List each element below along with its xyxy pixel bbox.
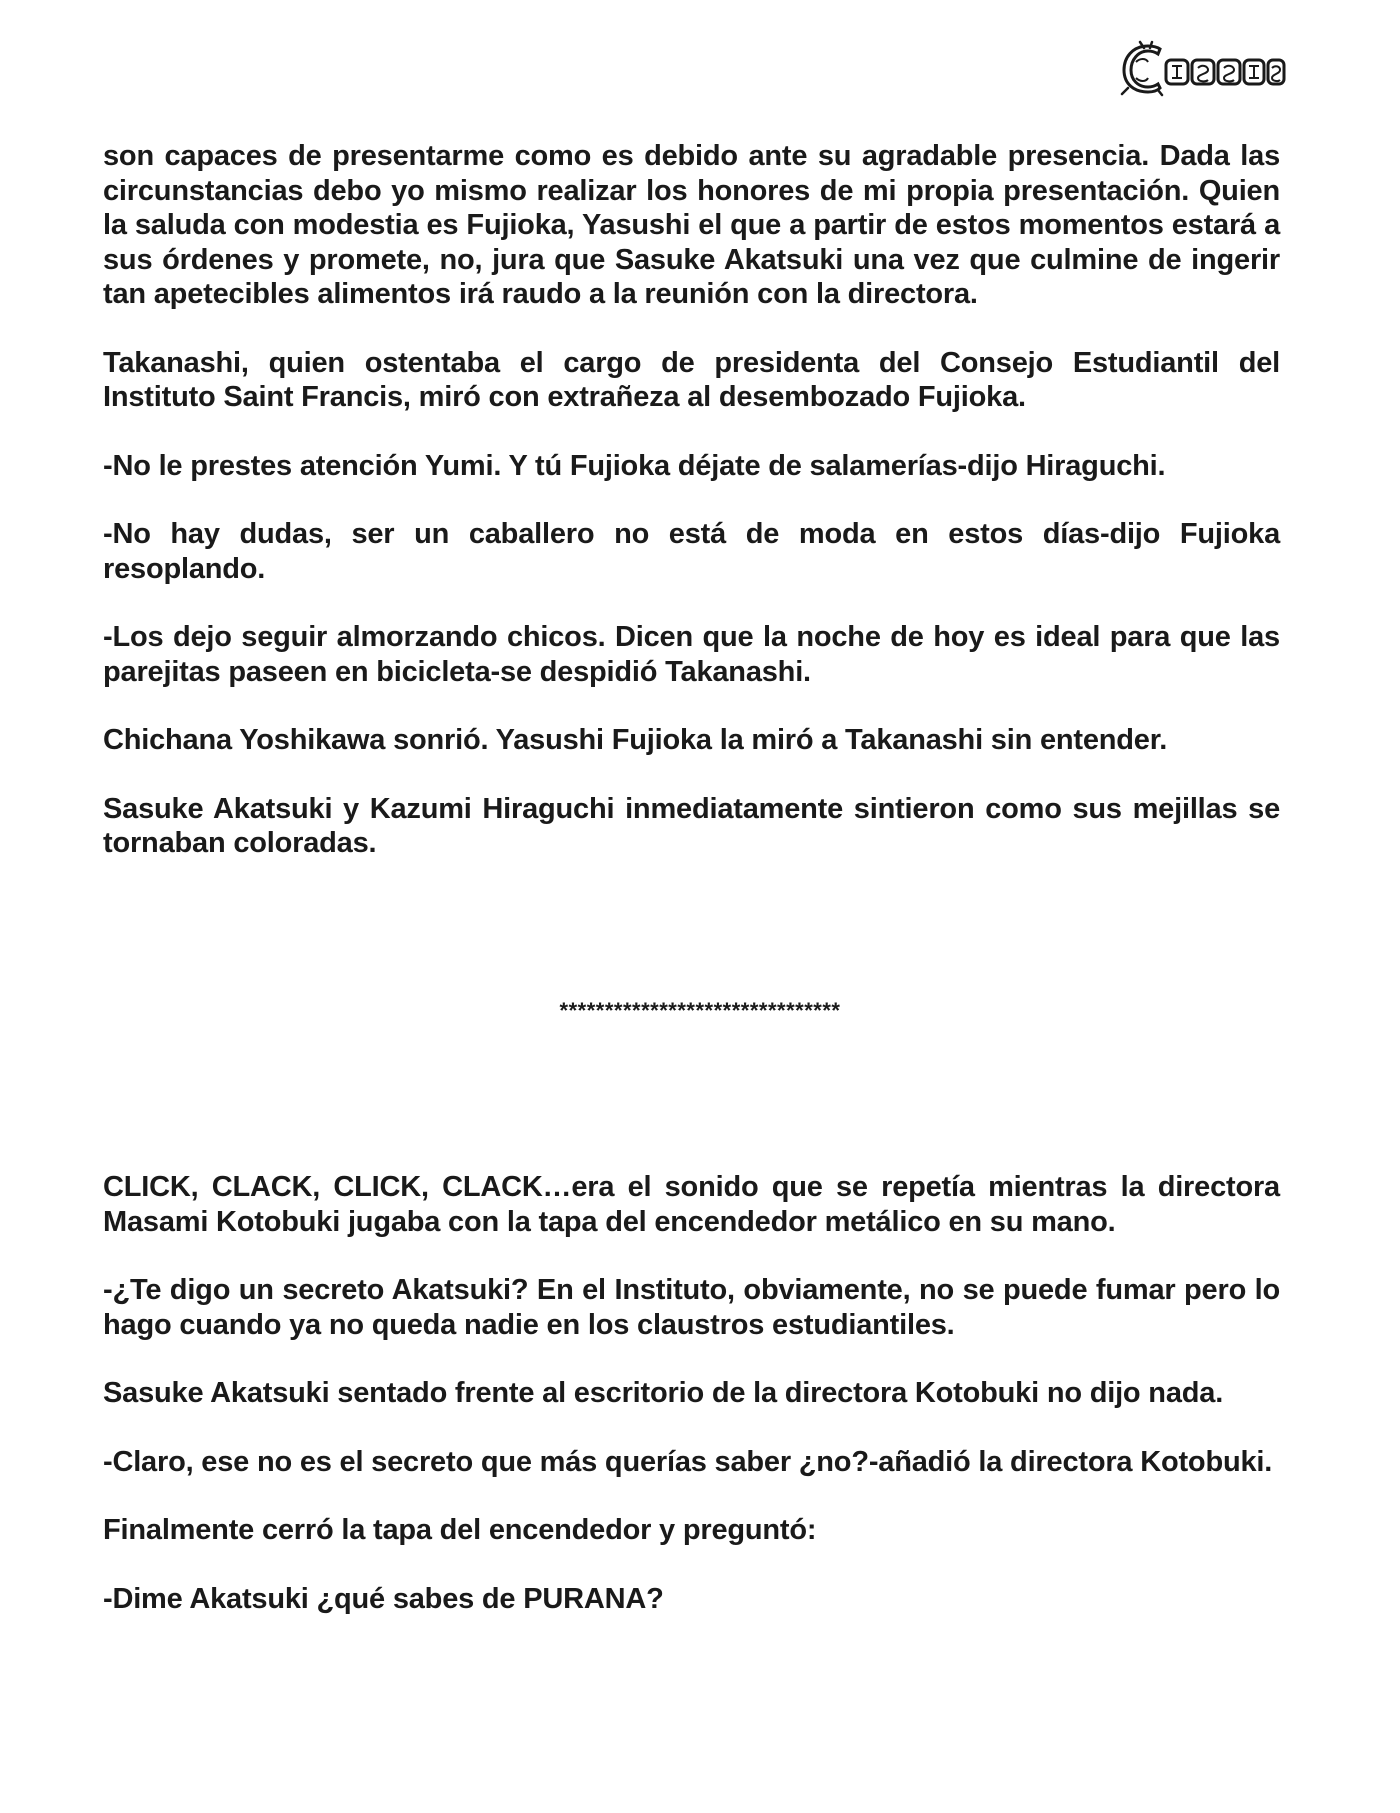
- paragraph: son capaces de presentarme como es debido ante su agradable presencia. Dada las circunstancias debo yo mismo realizar los honores de mi propia presentación. Quien la saluda con modestia es Fujioka, Yasushi el que a partir de estos momentos estará a sus órdenes y promete, no, jura que Sasuke Akatsuki una vez que culmine de ingerir tan apetecibles alimentos irá raudo a la reunión con la directora.: [103, 140, 1280, 310]
- text-block-top: [103, 139, 1280, 861]
- paragraph: Finalmente cerró la tapa del encendedor y preguntó:: [103, 1514, 817, 1546]
- paragraph: Takanashi, quien ostentaba el cargo de presidenta del Consejo Estudiantil del Instituto Saint Francis, miró con extrañeza al desembozado Fujioka.: [103, 346, 1280, 413]
- paragraph: -No hay dudas, ser un caballero no está de moda en estos días-dijo Fujioka resoplando.: [103, 518, 1280, 585]
- caesus-logo: [1118, 38, 1288, 98]
- paragraph: Chichana Yoshikawa sonrió. Yasushi Fujioka la miró a Takanashi sin entender.: [103, 724, 1168, 756]
- paragraph: -Claro, ese no es el secreto que más querías saber ¿no?-añadió la directora Kotobuki.: [103, 1445, 1273, 1478]
- scene-separator: *******************************: [559, 998, 841, 1023]
- gothic-logo-icon: [1118, 38, 1288, 98]
- text-block-bottom: [103, 1170, 1280, 1616]
- paragraph: -Dime Akatsuki ¿qué sabes de PURANA?: [103, 1582, 664, 1615]
- paragraph: CLICK, CLACK, CLICK, CLACK…era el sonido que se repetía mientras la directora Masami Kotobuki jugaba con la tapa del encendedor metálico en su mano.: [103, 1171, 1280, 1238]
- paragraph: -Los dejo seguir almorzando chicos. Dicen que la noche de hoy es ideal para que las parejitas paseen en bicicleta-se despidió Takanashi.: [103, 621, 1280, 688]
- paragraph: -No le prestes atención Yumi. Y tú Fujioka déjate de salamerías-dijo Hiraguchi.: [103, 449, 1166, 482]
- paragraph: Sasuke Akatsuki y Kazumi Hiraguchi inmediatamente sintieron como sus mejillas se tornaban coloradas.: [103, 792, 1280, 859]
- paragraph: Sasuke Akatsuki sentado frente al escritorio de la directora Kotobuki no dijo nada.: [103, 1377, 1224, 1409]
- paragraph: -¿Te digo un secreto Akatsuki? En el Instituto, obviamente, no se puede fumar pero lo hago cuando ya no queda nadie en los claustros estudiantiles.: [103, 1274, 1280, 1341]
